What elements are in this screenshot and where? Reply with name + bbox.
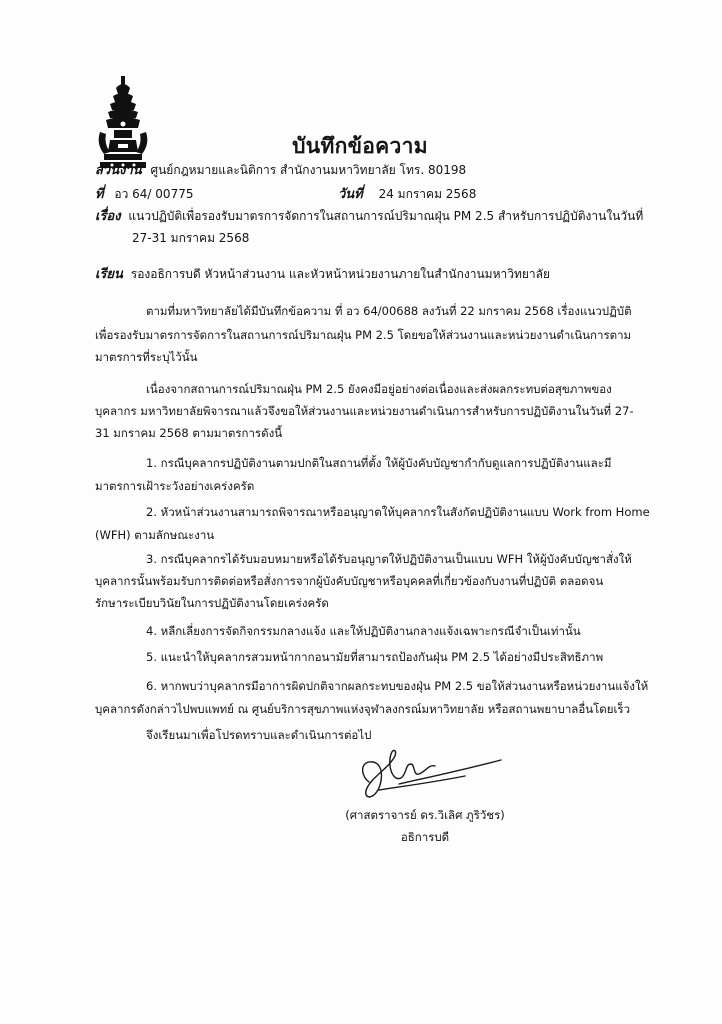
item3-line2: บุคลากรนั้นพร้อมรับการติดต่อหรือสั่งการจากผู้บังคับบัญชาหรือบุคคลที่เกี่ยวข้องกับงานที่ปฏิบัติ ตลอดจน — [95, 574, 604, 588]
subject-label: เรื่อง — [95, 209, 121, 224]
subject-line-2: 27-31 มกราคม 2568 — [132, 231, 250, 245]
date-row — [338, 186, 476, 203]
para1-line1: ตามที่มหาวิทยาลัยได้มีบันทึกข้อความ ที่ อว 64/00688 ลงวันที่ 22 มกราคม 2568 เรื่องแนวปฏิบัติ — [146, 304, 632, 318]
memo-title: บันทึกข้อความ — [292, 134, 428, 158]
item1-line1: 1. กรณีบุคลากรปฏิบัติงานตามปกติในสถานที่ตั้ง ให้ผู้บังคับบัญชากำกับดูแลการปฏิบัติงานและมี — [146, 456, 612, 470]
reference-value: อว 64/ 00775 — [114, 187, 194, 201]
item4: 4. หลีกเลี่ยงการจัดกิจกรรมกลางแจ้ง และให้ปฏิบัติงานกลางแจ้งเฉพาะกรณีจำเป็นเท่านั้น — [146, 624, 581, 638]
item6-line2: บุคลากรดังกล่าวไปพบแพทย์ ณ ศูนย์บริการสุขภาพแห่งจุฬาลงกรณ์มหาวิทยาลัย หรือสถานพยาบาลอื่นโดยเร็ว — [95, 702, 631, 716]
closing-line: จึงเรียนมาเพื่อโปรดทราบและดำเนินการต่อไป — [146, 728, 372, 742]
para1-line3: มาตรการที่ระบุไว้นั้น — [95, 350, 198, 364]
signer-position: อธิการบดี — [400, 830, 450, 844]
department-label: ส่วนงาน — [95, 163, 142, 178]
date-value: 24 มกราคม 2568 — [378, 187, 477, 201]
subject-row — [95, 208, 643, 225]
item3-line3: รักษาระเบียบวินัยในการปฏิบัติงานโดยเคร่งครัด — [95, 596, 329, 610]
item5: 5. แนะนำให้บุคลากรสวมหน้ากากอนามัยที่สามารถป้องกันฝุ่น PM 2.5 ได้อย่างมีประสิทธิภาพ — [146, 650, 604, 664]
date-label: วันที่ — [338, 187, 363, 202]
recipient-value: รองอธิการบดี หัวหน้าส่วนงาน และหัวหน้าหน่วยงานภายในสำนักงานมหาวิทยาลัย — [130, 267, 551, 281]
department-row — [95, 162, 466, 179]
university-emblem-icon — [92, 74, 154, 172]
handwritten-signature-icon — [355, 742, 505, 808]
department-value: ศูนย์กฎหมายและนิติการ สำนักงานมหาวิทยาลัย โทร. 80198 — [150, 163, 467, 177]
subject-line-1: แนวปฏิบัติเพื่อรองรับมาตรการจัดการในสถานการณ์ปริมาณฝุ่น PM 2.5 สำหรับการปฏิบัติงานในวันที่ — [128, 209, 644, 223]
signer-name: (ศาสตราจารย์ ดร.วิเลิศ ภูริวัชร) — [345, 808, 505, 822]
item3-line1: 3. กรณีบุคลากรได้รับมอบหมายหรือได้รับอนุญาตให้ปฏิบัติงานเป็นแบบ WFH ให้ผู้บังคับบัญชาสั่งให้ — [146, 552, 632, 566]
recipient-label: เรียน — [95, 267, 123, 282]
para2-line3: 31 มกราคม 2568 ตามมาตรการดังนี้ — [95, 426, 283, 440]
item6-line1: 6. หากพบว่าบุคลากรมีอาการผิดปกติจากผลกระทบของฝุ่น PM 2.5 ขอให้ส่วนงานหรือหน่วยงานแจ้งให้ — [146, 679, 649, 693]
para2-line2: บุคลากร มหาวิทยาลัยพิจารณาแล้วจึงขอให้ส่วนงานและหน่วยงานดำเนินการสำหรับการปฏิบัติงานในวันที่ 27- — [95, 404, 634, 418]
reference-row — [95, 186, 193, 203]
para2-line1: เนื่องจากสถานการณ์ปริมาณฝุ่น PM 2.5 ยังคงมีอยู่อย่างต่อเนื่องและส่งผลกระทบต่อสุขภาพของ — [146, 382, 612, 396]
item1-line2: มาตรการเฝ้าระวังอย่างเคร่งครัด — [95, 479, 255, 493]
item2-line1: 2. หัวหน้าส่วนงานสามารถพิจารณาหรืออนุญาตให้บุคลากรในสังกัดปฏิบัติงานแบบ Work from Home — [146, 505, 650, 519]
item2-line2: (WFH) ตามลักษณะงาน — [95, 528, 215, 542]
recipient-row — [95, 266, 550, 283]
reference-label: ที่ — [95, 187, 104, 202]
para1-line2: เพื่อรองรับมาตรการจัดการในสถานการณ์ปริมาณฝุ่น PM 2.5 โดยขอให้ส่วนงานและหน่วยงานดำเนินการตาม — [95, 328, 632, 342]
